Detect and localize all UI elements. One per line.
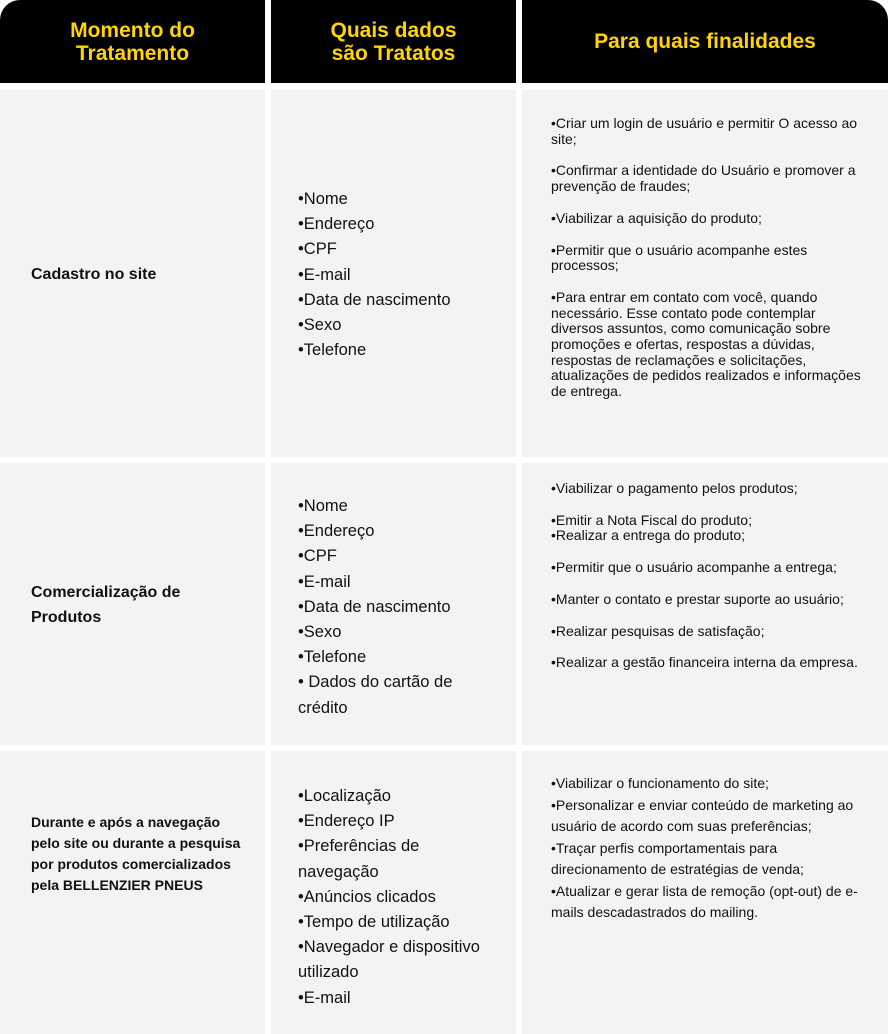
row-2-moment-cell xyxy=(0,463,265,745)
data-item: •Sexo xyxy=(298,316,342,335)
data-item: •E-mail xyxy=(298,265,351,284)
row-1-moment-cell xyxy=(0,90,265,457)
data-item: •Telefone xyxy=(298,648,367,667)
data-item: •Tempo de utilização xyxy=(298,913,450,932)
data-item: •Telefone xyxy=(298,341,367,360)
purpose-item: •Realizar pesquisas de satisfação; xyxy=(551,622,765,639)
data-item: •Preferências de navegação xyxy=(298,837,420,881)
purpose-item: •Criar um login de usuário e permitir O acesso ao site; xyxy=(551,115,858,147)
data-item: •Navegador e dispositivo utilizado xyxy=(298,938,480,982)
row-3-moment-cell xyxy=(0,751,265,1034)
data-item: • Dados do cartão de crédito xyxy=(298,673,453,717)
row-1-purposes-cell xyxy=(522,90,888,457)
purpose-item: •Manter o contato e prestar suporte ao usuário; xyxy=(551,590,844,607)
data-item: •Data de nascimento xyxy=(298,290,451,309)
row-3-data-list xyxy=(298,784,522,1011)
purpose-item: •Personalizar e enviar conteúdo de marketing ao usuário de acordo com suas preferências; xyxy=(551,796,854,834)
purpose-item: •Viabilizar a aquisição do produto; xyxy=(551,209,762,226)
row-3-purposes-list xyxy=(551,773,870,924)
header-purposes xyxy=(522,0,888,83)
purpose-item: •Viabilizar o funcionamento do site; xyxy=(551,775,769,791)
header-data-label: Quais dados são Tratatos xyxy=(330,18,457,65)
header-moment xyxy=(0,0,265,83)
purpose-item: •Emitir a Nota Fiscal do produto; xyxy=(551,511,752,528)
data-item: •Sexo xyxy=(298,623,342,642)
row-1-data-list xyxy=(298,187,516,363)
data-item: •Localização xyxy=(298,787,391,805)
purpose-item: •Atualizar e gerar lista de remoção (opt-out) de e-mails descadastrados do mailing. xyxy=(551,882,858,920)
row-3-moment: Durante e após a navegação pelo site ou durante a pesquisa por produtos comercializados pela BELLENZIER PNEUS xyxy=(31,814,241,893)
data-item: •E-mail xyxy=(298,572,351,591)
row-2-purposes-cell xyxy=(522,463,888,745)
data-item: •CPF xyxy=(298,547,337,566)
row-2-data-list xyxy=(298,494,516,721)
purpose-item: •Confirmar a identidade do Usuário e promover a prevenção de fraudes; xyxy=(551,162,856,195)
data-item: •E-mail xyxy=(298,988,351,1007)
row-1-data-cell xyxy=(271,90,516,457)
purpose-item: •Viabilizar o pagamento pelos produtos; xyxy=(551,480,798,496)
data-item: •Nome xyxy=(298,497,348,515)
row-2-purposes-list xyxy=(551,481,870,687)
header-moment-label: Momento do Tratamento xyxy=(70,18,195,65)
data-item: •CPF xyxy=(298,240,337,259)
data-item: •Nome xyxy=(298,190,348,208)
row-3-purposes-cell xyxy=(522,751,888,1034)
header-data xyxy=(271,0,516,83)
data-item: •Endereço xyxy=(298,522,375,541)
row-3-data-cell xyxy=(271,751,516,1034)
data-item: •Data de nascimento xyxy=(298,597,451,616)
row-2-moment: Comercialização de Produtos xyxy=(31,584,181,626)
purpose-item: •Traçar perfis comportamentais para direcionamento de estratégias de venda; xyxy=(551,839,804,877)
header-purposes-label: Para quais finalidades xyxy=(594,30,816,53)
purpose-item: •Permitir que o usuário acompanhe a entrega; xyxy=(551,559,837,576)
purpose-item: •Permitir que o usuário acompanhe estes processos; xyxy=(551,241,808,274)
data-item: •Anúncios clicados xyxy=(298,887,436,906)
data-item: •Endereço IP xyxy=(298,812,395,831)
data-item: •Endereço xyxy=(298,215,375,234)
purpose-item: •Realizar a entrega do produto; xyxy=(551,527,746,544)
purpose-item: •Para entrar em contato com você, quando necessário. Esse contato pode contemplar diversos assuntos, como comunicação sobre promoções e ofertas, respostas a dúvidas, respostas de reclamações e solicitações, atualizações de pedidos realizados e informações de entrega. xyxy=(551,288,861,400)
row-2-data-cell xyxy=(271,463,516,745)
row-1-purposes-list xyxy=(551,116,870,416)
purpose-item: •Realizar a gestão financeira interna da empresa. xyxy=(551,654,858,671)
row-1-moment: Cadastro no site xyxy=(31,266,157,283)
